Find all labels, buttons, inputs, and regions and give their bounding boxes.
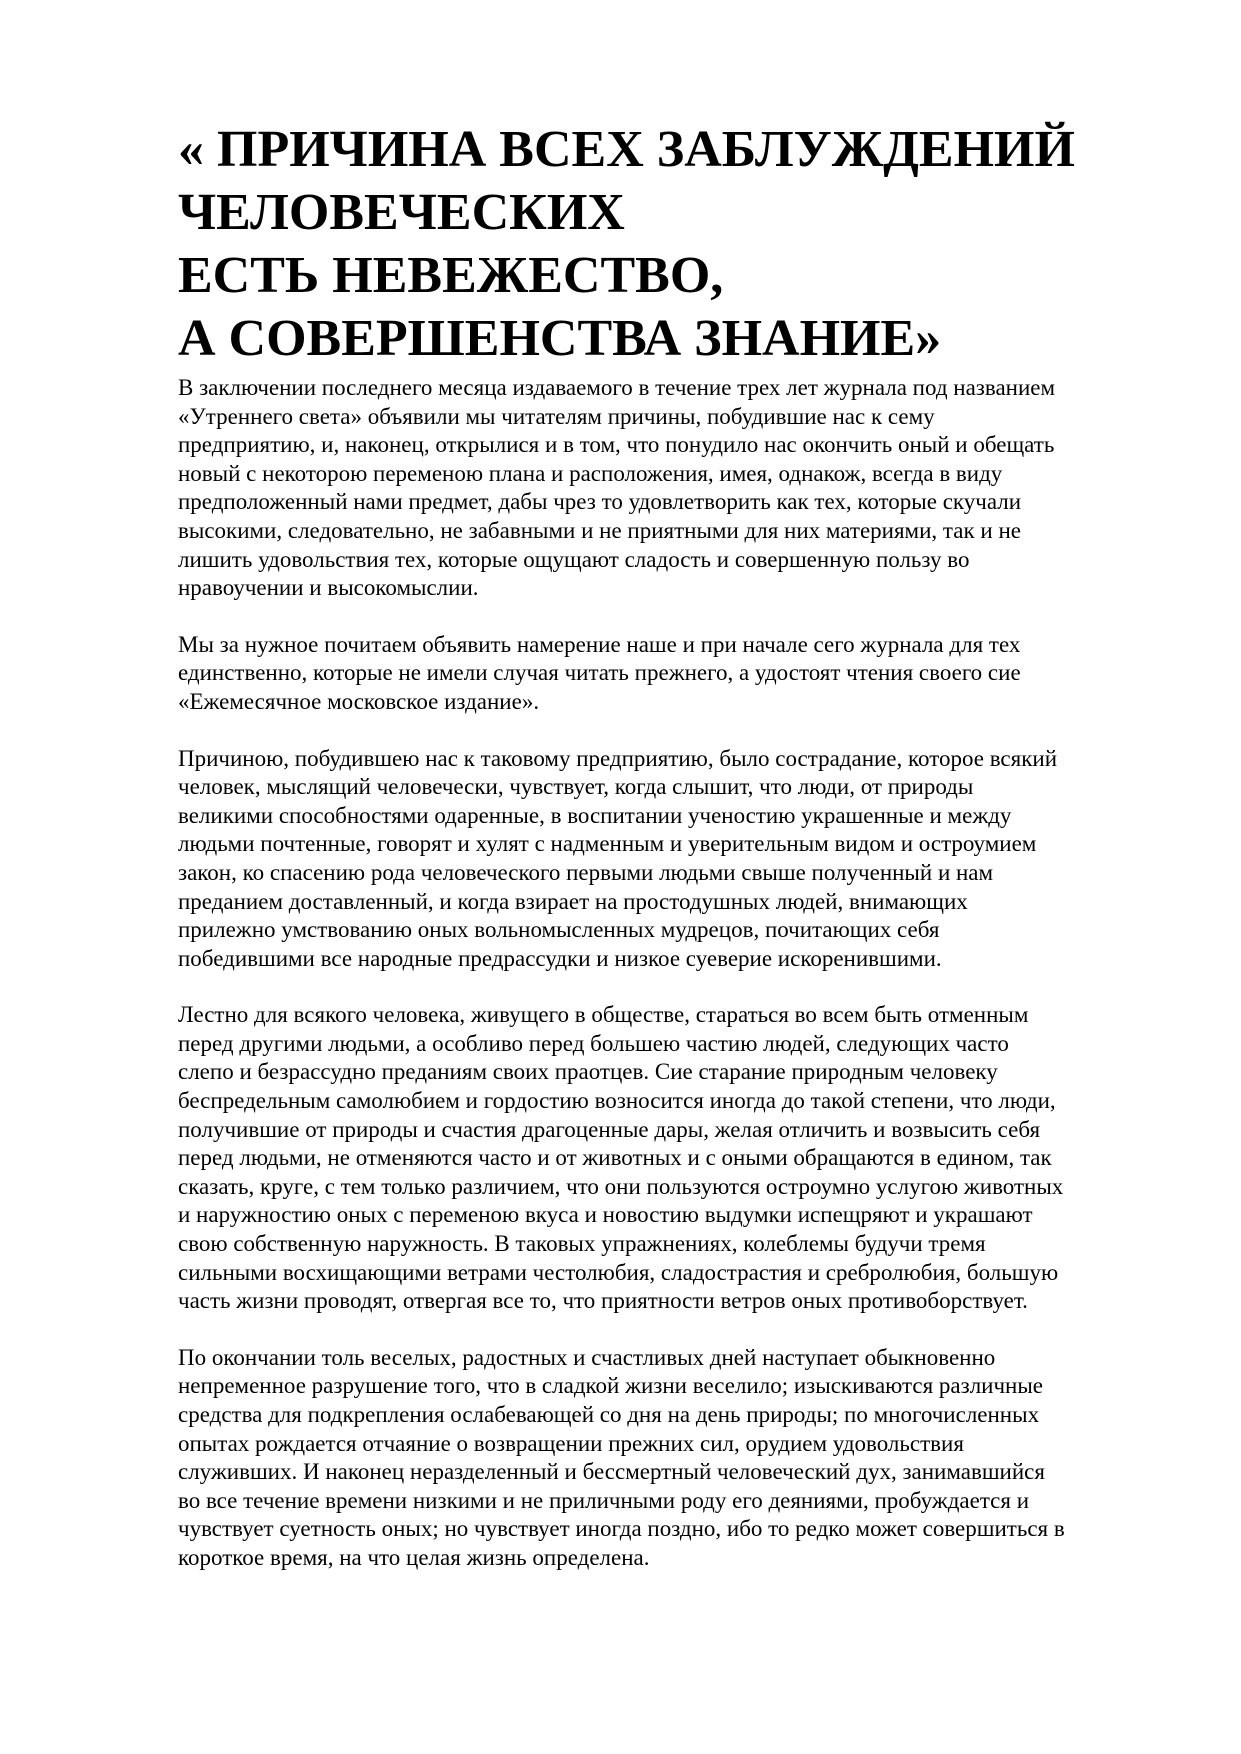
text-line: во все течение времени низкими и не приличными роду его деяниями, пробуждается и — [178, 1487, 1030, 1513]
text-line: победившими все народные предрассудки и низкое суеверие искоренившими. — [178, 945, 942, 971]
paragraph-5 — [178, 1344, 1148, 1573]
text-line: закон, ко спасению рода человеческого первыми людьми свыше полученный и нам — [178, 859, 994, 885]
paragraph-3 — [178, 745, 1148, 974]
text-line: По окончании толь веселых, радостных и счастливых дней наступает обыкновенно — [178, 1344, 996, 1370]
text-line: предприятию, и, наконец, открылися и в том, что понудило нас окончить оный и обещать — [178, 432, 1055, 458]
text-line: средства для подкрепления ослабевающей со дня на день природы; по многочисленных — [178, 1402, 1040, 1427]
title-line: А СОВЕРШЕНСТВА ЗНАНИЕ» — [178, 310, 942, 367]
paragraph-1 — [178, 374, 1148, 603]
text-line: Причиною, побудившею нас к таковому предприятию, было сострадание, которое всякий — [178, 745, 1058, 771]
text-line: опытах рождается отчаяние о возвращении прежних сил, орудием удовольствия — [178, 1430, 964, 1456]
text-line: свою собственную наружность. В таковых упражнениях, колеблемы будучи тремя — [178, 1231, 986, 1257]
text-line: великими способностями одаренные, в воспитании ученостию украшенные и между — [178, 802, 1012, 828]
text-line: короткое время, на что целая жизнь определена. — [178, 1544, 650, 1570]
title-line: ЕСТЬ НЕВЕЖЕСТВО, — [178, 247, 724, 304]
title-line: ЧЕЛОВЕЧЕСКИХ — [178, 184, 625, 241]
text-line: Мы за нужное почитаем объявить намерение наше и при начале сего журнала для тех — [178, 631, 1021, 657]
text-line: предположенный нами предмет, дабы чрез то удовлетворить как тех, которые скучали — [178, 489, 1022, 515]
text-line: перед людьми, не отменяются часто и от животных и с оными обращаются в едином, так — [178, 1145, 1052, 1171]
text-line: служивших. И наконец неразделенный и бессмертный человеческий дух, занимавшийся — [178, 1459, 1045, 1485]
text-line: беспредельным самолюбием и гордостию возносится иногда до такой степени, что люди, — [178, 1088, 1056, 1114]
paragraph-4 — [178, 1001, 1148, 1316]
text-line: Лестно для всякого человека, живущего в обществе, стараться во всем быть отменным — [178, 1002, 1029, 1028]
text-line: людьми почтенные, говорят и хулят с надменным и уверительным видом и остроумием — [178, 831, 1037, 857]
text-line: единственно, которые не имели случая читать прежнего, а удостоят чтения своего сие — [178, 660, 1021, 686]
paragraph-2 — [178, 631, 1148, 717]
text-line: нравоучении и высокомыслии. — [178, 575, 479, 601]
text-line: перед другими людьми, а особливо перед большею частию людей, следующих часто — [178, 1030, 1009, 1056]
text-line: получившие от природы и счастия драгоценные дары, желая отличить и возвысить себя — [178, 1116, 1041, 1142]
text-line: лишить удовольствия тех, которые ощущают сладость и совершенную пользу во — [178, 546, 970, 572]
text-line: и наружностию оных с переменою вкуса и новостию выдумки испещряют и украшают — [178, 1202, 1033, 1228]
text-line: прилежно умствованию оных вольномысленных мудрецов, почитающих себя — [178, 917, 940, 943]
text-line: непременное разрушение того, что в сладкой жизни веселило; изыскиваются различные — [178, 1373, 1044, 1399]
text-line: «Ежемесячное московское издание». — [178, 688, 540, 714]
page-title — [178, 118, 1178, 370]
text-line: новый с некоторою переменою плана и расположения, имея, однакож, всегда в виду — [178, 460, 1003, 486]
body-text — [178, 374, 1148, 1601]
text-line: сильными восхищающими ветрами честолюбия, сладострастия и сребролюбия, большую — [178, 1259, 1059, 1285]
text-line: часть жизни проводят, отвергая все то, что приятности ветров оных противоборствует. — [178, 1288, 1028, 1314]
text-line: человек, мыслящий человечески, чувствует, когда слышит, что люди, от природы — [178, 774, 974, 800]
text-line: «Утреннего света» объявили мы читателям причины, побудившие нас к сему — [178, 403, 935, 429]
text-line: слепо и безрассудно преданиям своих праотцев. Сие старание природным человеку — [178, 1059, 998, 1085]
text-line: В заключении последнего месяца издаваемого в течение трех лет журнала под названием — [178, 375, 1056, 400]
text-line: чувствует суетность оных; но чувствует иногда поздно, ибо то редко может совершиться в — [178, 1516, 1065, 1542]
text-line: высокими, следовательно, не забавными и не приятными для них материями, так и не — [178, 517, 1021, 543]
text-line: сказать, круге, с тем только различием, что они пользуются остроумно услугою животных — [178, 1173, 1064, 1199]
text-line: преданием доставленный, и когда взирает на простодушных людей, внимающих — [178, 888, 968, 914]
title-line: « ПРИЧИНА ВСЕХ ЗАБЛУЖДЕНИЙ — [178, 121, 1075, 178]
